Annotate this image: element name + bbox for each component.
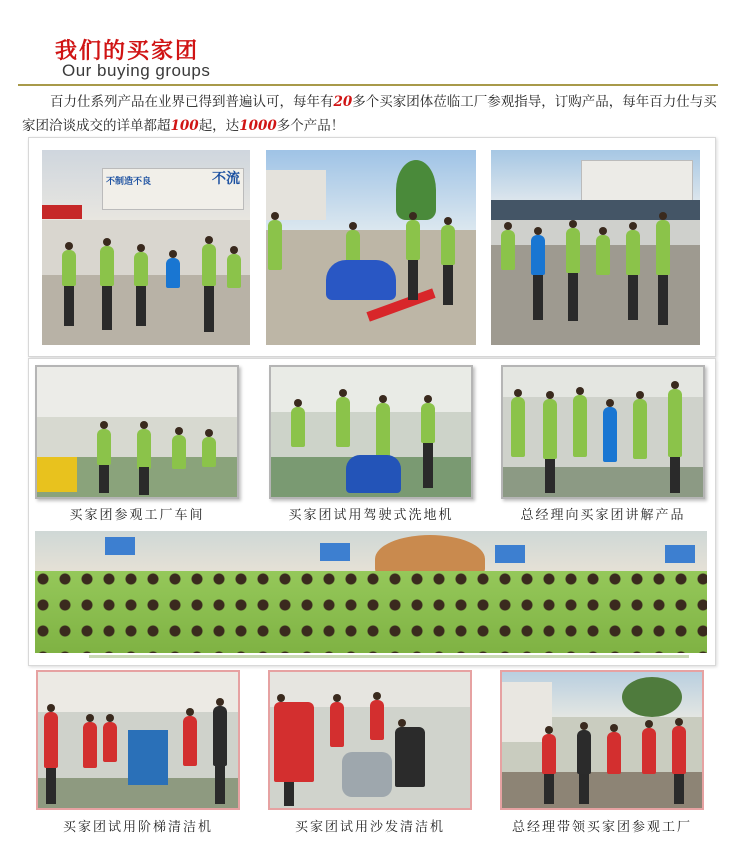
photo-group-portrait xyxy=(35,531,707,653)
page-title: 我们的买家团 xyxy=(55,38,200,64)
photo-panel-middle xyxy=(28,358,716,666)
workshop-sign: 不制造不良 xyxy=(106,177,152,187)
photo-stair-cleaner-trial xyxy=(36,670,240,810)
intro-text-3: 起，达 xyxy=(198,118,240,134)
intro-number-orders: 100 xyxy=(170,118,199,134)
caption-manager-leads-tour: 总经理带领买家团参观工厂 xyxy=(511,820,692,835)
intro-text-4: 多个产品！ xyxy=(276,118,345,134)
photo-workshop-visit xyxy=(35,365,239,499)
caption-stair-cleaner-trial: 买家团试用阶梯清洁机 xyxy=(62,820,213,835)
photo-panel-top xyxy=(28,137,716,357)
photo-manager-leads-tour xyxy=(500,670,704,810)
header-divider xyxy=(18,84,718,86)
photo-ride-on-scrubber-trial xyxy=(269,365,473,499)
workshop-sign-large: 不流 xyxy=(212,171,240,187)
panel-divider xyxy=(89,655,689,658)
intro-paragraph xyxy=(22,90,722,138)
photo-panel-bottom xyxy=(28,664,714,854)
intro-number-products: 1000 xyxy=(239,118,277,134)
photo-manager-explains xyxy=(501,365,705,499)
caption-sofa-cleaner-trial: 买家团试用沙发清洁机 xyxy=(294,820,445,835)
caption-manager-explains: 总经理向买家团讲解产品 xyxy=(520,508,686,523)
photo-factory-entrance xyxy=(42,150,250,345)
caption-ride-on-scrubber-trial: 买家团试用驾驶式洗地机 xyxy=(288,508,454,523)
page-subtitle: Our buying groups xyxy=(62,61,211,80)
caption-workshop-visit: 买家团参观工厂车间 xyxy=(69,508,205,523)
photo-scrubber-demo-outdoor xyxy=(266,150,476,345)
photo-group-outdoor xyxy=(491,150,700,345)
intro-text-2: 多个买家团体莅临工厂参观指导，订购产品，每年百力仕与买家团洽谈成交的详单都超 xyxy=(22,94,717,134)
photo-sofa-cleaner-trial xyxy=(268,670,472,810)
intro-text-1: 百力仕系列产品在业界已得到普遍认可，每年有 xyxy=(50,94,334,110)
intro-number-groups: 20 xyxy=(333,94,353,110)
